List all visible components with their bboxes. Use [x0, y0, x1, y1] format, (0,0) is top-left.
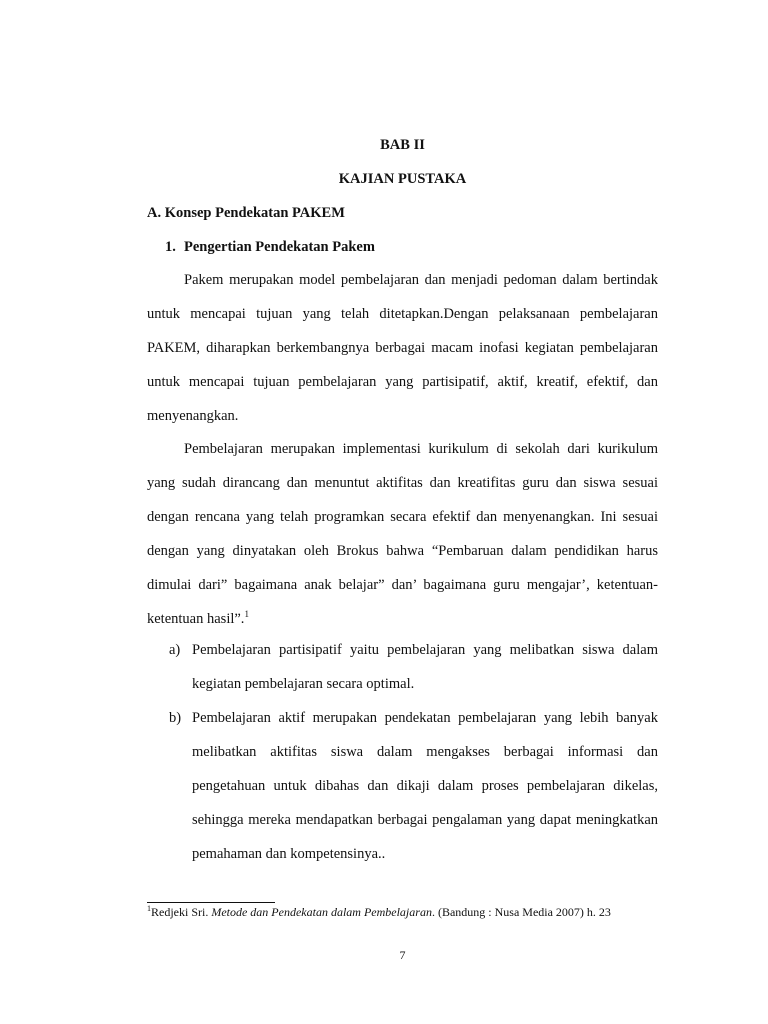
list-item-label: b): [169, 710, 182, 726]
list-item-b: [169, 701, 658, 871]
list-item-label: a): [169, 642, 181, 658]
page-number: 7: [399, 948, 406, 962]
paragraph-2: [147, 432, 658, 636]
footnote-divider: [147, 902, 275, 903]
subsection-title: Pengertian Pendekatan Pakem: [184, 239, 375, 255]
subsection-number: 1.: [165, 239, 176, 255]
subsection-heading-1: [165, 239, 375, 256]
paragraph-2-text: Pembelajaran merupakan implementasi kurikulum di sekolah dari kurikulum yang sudah dirancang dan menuntut aktifitas dan kreatifitas guru dan siswa sesuai dengan rencana yang telah programkan secara efektif dan menyenangkan. Ini sesuai dengan yang dinyatakan oleh Brokus bahwa “Pembaruan dalam pendidikan harus dimulai dari” bagaimana anak belajar” dan’ bagaimana guru mengajar’, ketentuan-ketentuan hasil”.: [147, 441, 658, 627]
list-item-a: [169, 633, 658, 701]
chapter-subtitle: KAJIAN PUSTAKA: [338, 171, 467, 187]
footnote-book-title: Metode dan Pendekatan dalam Pembelajaran: [211, 905, 432, 919]
footnote-reference: 1: [244, 609, 249, 620]
footnote-author: Redjeki Sri.: [151, 905, 212, 919]
list-item-text: Pembelajaran partisipatif yaitu pembelajaran yang melibatkan siswa dalam kegiatan pembelajaran secara optimal.: [192, 642, 658, 692]
list-item-text: Pembelajaran aktif merupakan pendekatan pembelajaran yang lebih banyak melibatkan aktifitas siswa dalam mengakses berbagai informasi dan pengetahuan untuk dibahas dan dikaji dalam proses pembelajaran dikelas, sehingga mereka mendapatkan berbagai pengalaman yang dapat meningkatkan pemahaman dan kompetensinya..: [192, 710, 658, 862]
section-heading-a: A. Konsep Pendekatan PAKEM: [147, 205, 345, 221]
footnote-marker: 1: [147, 904, 151, 913]
paragraph-1: Pakem merupakan model pembelajaran dan menjadi pedoman dalam bertindak untuk mencapai tujuan yang telah ditetapkan.Dengan pelaksanaan pembelajaran PAKEM, diharapkan berkembangnya berbagai macam inofasi kegiatan pembelajaran untuk mencapai tujuan pembelajaran yang partisipatif, aktif, kreatif, efektif, dan menyenangkan.: [147, 272, 658, 424]
footnote-publication: . (Bandung : Nusa Media 2007) h. 23: [431, 905, 611, 919]
footnote: [147, 905, 611, 920]
chapter-title: BAB II: [380, 137, 425, 153]
